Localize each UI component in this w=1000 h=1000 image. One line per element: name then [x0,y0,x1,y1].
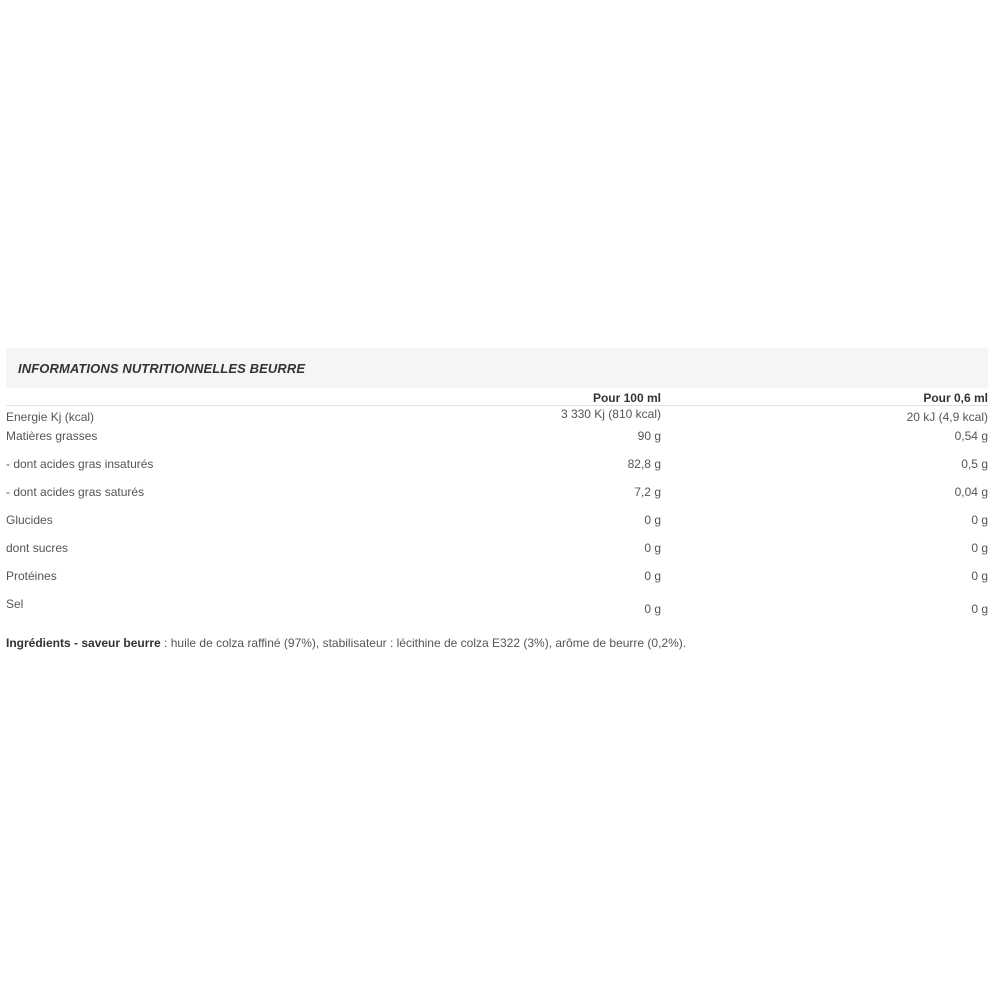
table-row [6,568,988,596]
nutrition-table [6,388,988,624]
value-per-portion: 0 g [971,601,988,616]
table-row [6,428,988,456]
value-per-portion: 0,04 g [954,484,988,499]
nutrition-panel [6,348,988,650]
value-per-100: 0 g [644,568,661,583]
nutrition-title: INFORMATIONS NUTRITIONNELLES BEURRE [18,360,306,376]
nutrient-name: - dont acides gras saturés [6,484,145,499]
value-per-100: 0 g [644,512,661,527]
nutrient-name: Protéines [6,568,57,583]
header-per-portion: Pour 0,6 ml [661,388,988,406]
value-per-100: 3 330 Kj (810 kcal) [560,407,661,421]
table-row [6,512,988,540]
ingredients-label: Ingrédients - saveur beurre [6,635,161,650]
nutrient-name: dont sucres [6,540,69,555]
table-row [6,406,988,428]
table-row [6,596,988,624]
value-per-portion: 20 kJ (4,9 kcal) [906,410,988,424]
nutrient-name: Matières grasses [6,428,98,443]
table-row [6,484,988,512]
title-bar [6,348,988,388]
value-per-portion: 0 g [971,568,988,583]
nutrient-name: Energie Kj (kcal) [6,410,95,424]
value-per-portion: 0,54 g [954,428,988,443]
value-per-100: 0 g [644,540,661,555]
value-per-100: 7,2 g [634,484,661,499]
header-per-100: Pour 100 ml [460,388,661,406]
table-header-row [6,388,988,406]
nutrient-name: - dont acides gras insaturés [6,456,154,471]
value-per-portion: 0 g [971,512,988,527]
nutrient-name: Sel [6,596,24,611]
header-nutrient [6,388,460,406]
value-per-portion: 0,5 g [961,456,988,471]
table-row [6,456,988,484]
value-per-portion: 0 g [971,540,988,555]
table-row [6,540,988,568]
nutrient-name: Glucides [6,512,53,527]
ingredients-list: : huile de colza raffiné (97%), stabilisateur : lécithine de colza E322 (3%), arôme de beurre (0,2%). [160,635,687,650]
value-per-100: 82,8 g [627,456,661,471]
value-per-100: 0 g [644,601,661,616]
value-per-100: 90 g [637,428,661,443]
ingredients-text [6,636,988,650]
